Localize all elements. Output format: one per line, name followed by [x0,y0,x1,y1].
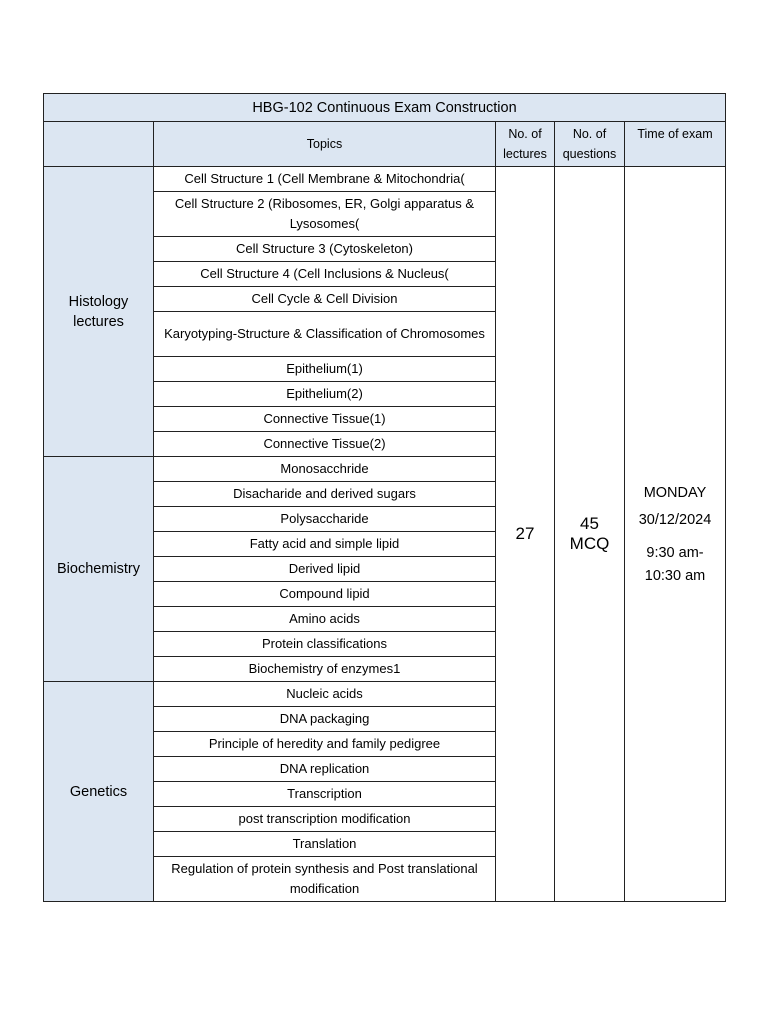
topic-cell: Epithelium(2) [154,382,496,407]
table-title: HBG-102 Continuous Exam Construction [44,94,726,122]
topic-cell: Karyotyping-Structure & Classification of Chromosomes [154,312,496,357]
topic-cell: Fatty acid and simple lipid [154,532,496,557]
topic-cell: Cell Structure 4 (Cell Inclusions & Nucleus( [154,262,496,287]
topic-cell: Amino acids [154,607,496,632]
table-row [44,167,726,192]
exam-construction-table [43,93,726,902]
topic-cell: Polysaccharide [154,507,496,532]
header-topics: Topics [154,122,496,167]
topic-cell: Compound lipid [154,582,496,607]
topic-cell: Nucleic acids [154,682,496,707]
exam-hours: 9:30 am- 10:30 am [644,545,706,584]
group-label: Genetics [44,682,154,902]
lectures-count: 27 [496,167,555,902]
topic-cell: Principle of heredity and family pedigree [154,732,496,757]
topic-cell: Disacharide and derived sugars [154,482,496,507]
topic-cell: Protein classifications [154,632,496,657]
questions-count: 45 MCQ [555,167,625,902]
topic-cell: Connective Tissue(2) [154,432,496,457]
topic-cell: DNA packaging [154,707,496,732]
group-label: Histology lectures [44,167,154,457]
exam-day: MONDAY [643,485,707,501]
header-lectures: No. of lectures [496,122,555,167]
topic-cell: Epithelium(1) [154,357,496,382]
topic-cell: Translation [154,832,496,857]
header-time: Time of exam [625,122,726,167]
header-row [44,122,726,167]
header-questions: No. of questions [555,122,625,167]
topic-cell: DNA replication [154,757,496,782]
topic-cell: Monosacchride [154,457,496,482]
topic-cell: Regulation of protein synthesis and Post translational modification [154,857,496,902]
topic-cell: Biochemistry of enzymes1 [154,657,496,682]
exam-date: 30/12/2024 [638,512,712,528]
topic-cell: post transcription modification [154,807,496,832]
topic-cell: Cell Structure 3 (Cytoskeleton) [154,237,496,262]
header-group-empty [44,122,154,167]
topic-cell: Cell Cycle & Cell Division [154,287,496,312]
topic-cell: Derived lipid [154,557,496,582]
topic-cell: Cell Structure 2 (Ribosomes, ER, Golgi apparatus & Lysosomes( [154,192,496,237]
topic-cell: Connective Tissue(1) [154,407,496,432]
title-row [44,94,726,122]
topic-cell: Transcription [154,782,496,807]
exam-time-cell [625,167,726,902]
group-label: Biochemistry [44,457,154,682]
topic-cell: Cell Structure 1 (Cell Membrane & Mitochondria( [154,167,496,192]
